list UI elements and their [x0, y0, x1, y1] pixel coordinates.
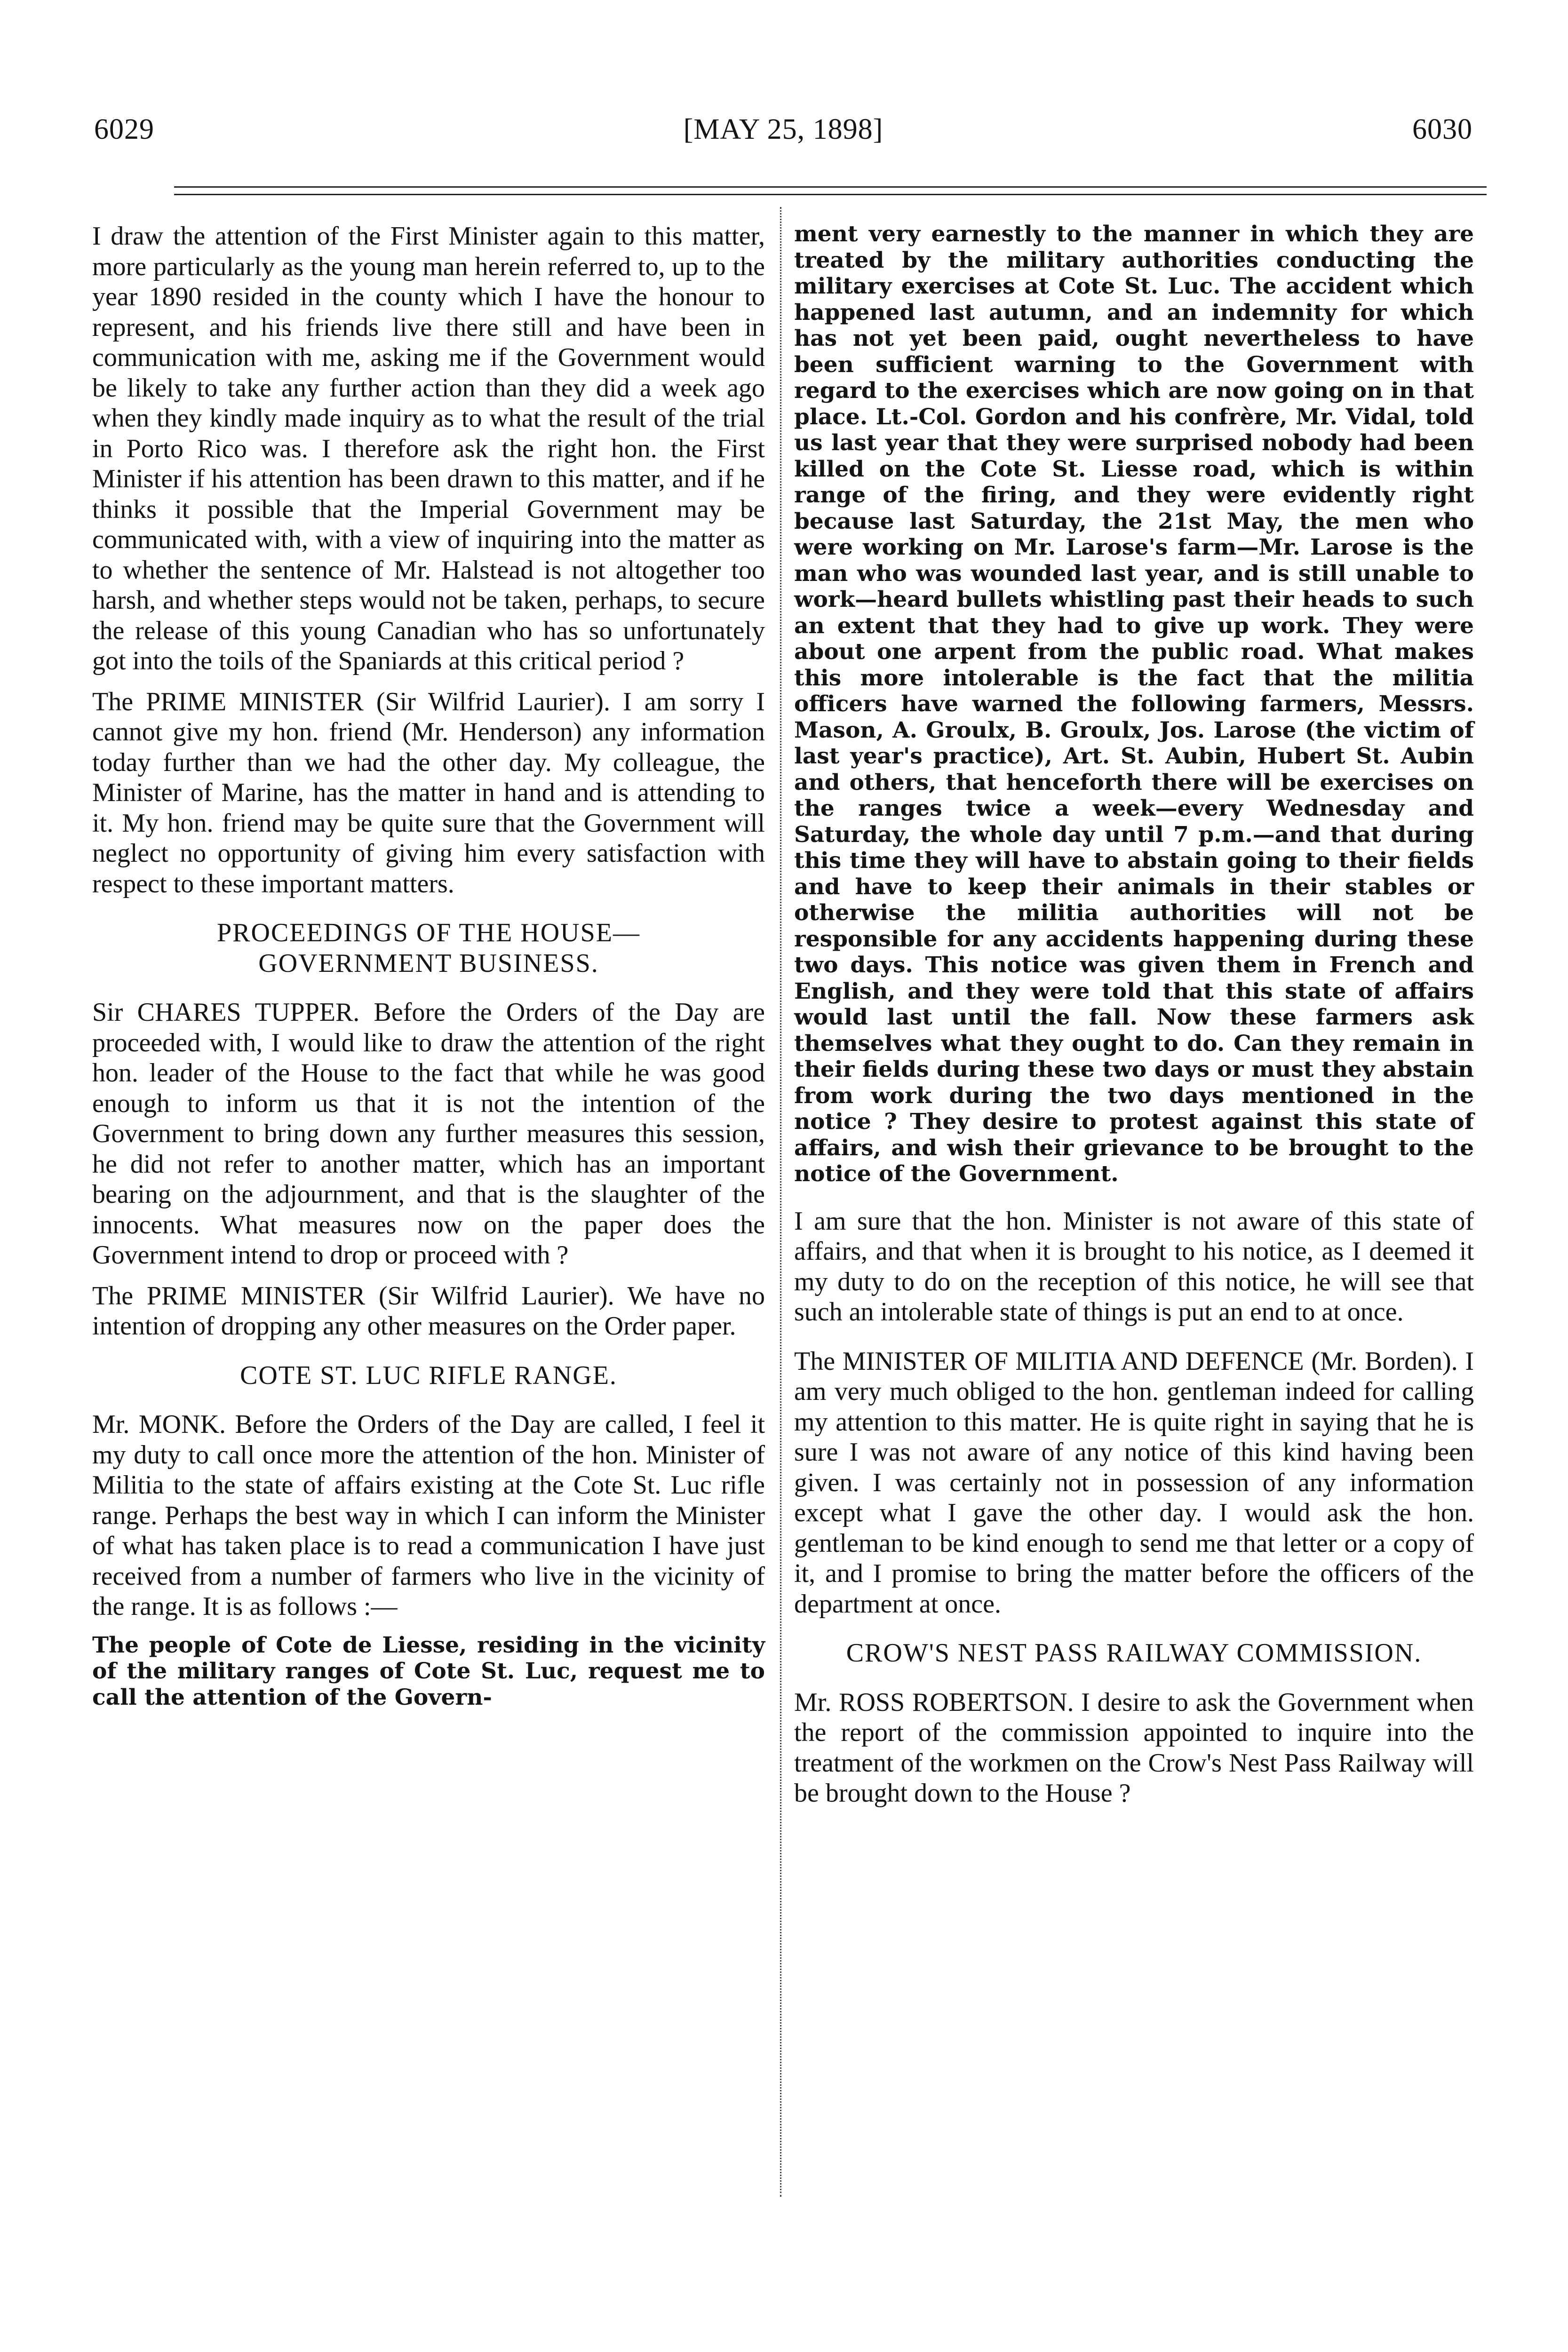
- paragraph-monk-conclusion: I am sure that the hon. Minister is not aware of this state of affairs, and that when it is brought to his notice, as I deemed it my duty to do on the reception of this notice, he will see that such an intolerable state of things is put an end to at once.: [794, 1206, 1474, 1327]
- header-rule-top: [174, 186, 1487, 188]
- paragraph-monk: Mr. MONK. Before the Orders of the Day are called, I feel it my duty to call once more the attention of the hon. Minister of Militia to the state of affairs existing at the Cote St. Luc rifle range. Perhaps the best way in which I can inform the Minister of what has taken place is to read a communication I have just received from a number of farmers who live in the vicinity of the range. It is as follows :—: [92, 1410, 765, 1621]
- paragraph-tupper: Sir CHARES TUPPER. Before the Orders of the Day are proceeded with, I would like to draw the attention of the right hon. leader of the House to the fact that while he was good enough to inform us that it is not the intention of the Government to bring down any further measures this session, he did not refer to another matter, which has an important bearing on the adjournment, and that is the slaughter of the innocents. What measures now on the paper does the Government intend to drop or proceed with ?: [92, 998, 765, 1270]
- paragraph-prime-minister-order-paper: The PRIME MINISTER (Sir Wilfrid Laurier). We have no intention of dropping any other measures on the Order paper.: [92, 1281, 765, 1341]
- page-number-left: 6029: [94, 113, 154, 145]
- page-date: [MAY 25, 1898]: [683, 113, 883, 145]
- column-divider: [780, 207, 781, 2197]
- paragraph-letter-quote-start: The people of Cote de Liesse, residing in the vicinity of the military ranges of Cote St. Luc, request me to call the attention of the Govern-: [92, 1632, 765, 1710]
- left-column: [92, 221, 765, 1710]
- section-heading-government-business: PROCEEDINGS OF THE HOUSE— GOVERNMENT BUSINESS.: [217, 918, 640, 978]
- paragraph-ross-robertson: Mr. ROSS ROBERTSON. I desire to ask the Government when the report of the commission appointed to inquire into the treatment of the workmen on the Crow's Nest Pass Railway will be brought down to the House ?: [794, 1687, 1474, 1808]
- page-number-right: 6030: [1412, 113, 1472, 145]
- page-header: [94, 108, 1472, 151]
- right-column: [794, 221, 1474, 1809]
- paragraph-prime-minister-reply: The PRIME MINISTER (Sir Wilfrid Laurier). I am sorry I cannot give my hon. friend (Mr. Henderson) any information today further than we had the other day. My colleague, the Minister of Marine, has the matter in hand and is attending to it. My hon. friend may be quite sure that the Government will neglect no opportunity of giving him every satisfaction with respect to these important matters.: [92, 687, 765, 898]
- paragraph-minister-of-militia: The MINISTER OF MILITIA AND DEFENCE (Mr. Borden). I am very much obliged to the hon. gentleman indeed for calling my attention to this matter. He is quite right in saying that he is sure I was not aware of any notice of this kind having been given. I was certainly not in possession of any information except what I gave the other day. I would ask the hon. gentleman to be kind enough to send me that letter or a copy of it, and I promise to bring the matter before the officers of the department at once.: [794, 1346, 1474, 1619]
- section-heading-rifle-range: COTE ST. LUC RIFLE RANGE.: [240, 1360, 617, 1390]
- paragraph-first-minister-question: I draw the attention of the First Minister again to this matter, more particularly as the young man herein referred to, up to the year 1890 resided in the county which I have the honour to represent, and his friends live there still and have been in communication with me, asking me if the Government would be likely to take any further action than they did a week ago when they kindly made inquiry as to what the result of the trial in Porto Rico was. I therefore ask the right hon. the First Minister if his attention has been drawn to this matter, and if he thinks it possible that the Imperial Government may be communicated with, with a view of inquiring into the matter as to whether the sentence of Mr. Halstead is not altogether too harsh, and whether steps would not be taken, perhaps, to secure the release of this young Canadian who has so unfortunately got into the toils of the Spaniards at this critical period ?: [92, 222, 765, 675]
- paragraph-letter-quote-continued: ment very earnestly to the manner in which they are treated by the military authorities conducting the military exercises at Cote St. Luc. The accident which happened last autumn, and an indemnity for which has not yet been paid, ought nevertheless to have been sufficient warning to the Government with regard to the exercises which are now going on in that place. Lt.-Col. Gordon and his confrère, Mr. Vidal, told us last year that they were surprised nobody had been killed on the Cote St. Liesse road, which is within range of the firing, and they were evidently right because last Saturday, the 21st May, the men who were working on Mr. Larose's farm—Mr. Larose is the man who was wounded last year, and is still unable to work—heard bullets whistling past their heads to such an extent that they had to give up work. They were about one arpent from the public road. What makes this more intolerable is the fact that the militia officers have warned the following farmers, Messrs. Mason, A. Groulx, B. Groulx, Jos. Larose (the victim of last year's practice), Art. St. Aubin, Hubert St. Aubin and others, that henceforth there will be exercises on the ranges twice a week—every Wednesday and Saturday, the whole day until 7 p.m.—and that during this time they will have to abstain going to their fields and have to keep their animals in their stables or otherwise the militia authorities will not be responsible for any accidents happening during these two days. This notice was given them in French and English, and they were told that this state of affairs would last until the fall. Now these farmers ask themselves what they ought to do. Can they remain in their fields during these two days or must they abstain from work during the two days mentioned in the notice ? They desire to protest against this state of affairs, and wish their grievance to be brought to the notice of the Government.: [794, 221, 1474, 1187]
- header-rule-bottom: [174, 194, 1487, 195]
- section-heading-crows-nest: CROW'S NEST PASS RAILWAY COMMISSION.: [846, 1638, 1422, 1668]
